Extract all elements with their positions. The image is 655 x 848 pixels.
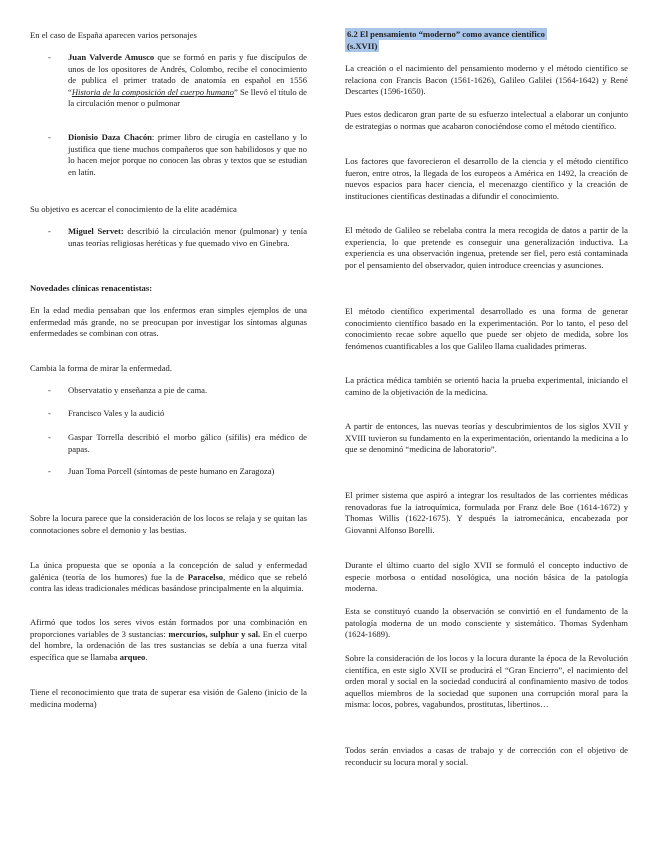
person-name: Miguel Servet: — [68, 226, 124, 236]
paragraph: Esta se constituyó cuando la observación se convirtió en el fundamento de la patología moderna de un modo consciente y sistemático. Thomas Sydenham (1624-1689). — [345, 606, 628, 639]
paragraph: Sobre la consideración de los locos y la locura durante la época de la Revolución científica, en este siglo XVII se producirá el “Gran Encierro”, el nacimiento del orden moral y social en la sociedad conducirá al confinamiento masivo de todos aquellos miembros de la sociedad que suponen una corrupción moral para la misma: locos, pobres, vagabundos, prostitutas, libertinos… — [345, 653, 628, 709]
person-name: Dionisio Daza Chacón — [68, 132, 152, 142]
paragraph: A partir de entonces, las nuevas teorías y descubrimientos de los siglos XVII y XVIII tuvieron su fundamento en la experimentación, orientando la medicina a lo que se denominó “medicina de laboratorio”. — [345, 421, 628, 454]
dash-bullet: - — [48, 132, 51, 142]
paragraph: Tiene el reconocimiento que trata de superar esa visión de Galeno (inicio de la medicina moderna) — [30, 687, 307, 709]
person-name: Juan Valverde Amusco — [68, 52, 155, 62]
paragraph: La práctica médica también se orientó hacia la prueba experimental, iniciando el camino de la objetivación de la medicina. — [345, 375, 628, 397]
paragraph: Los factores que favorecieron el desarrollo de la ciencia y el método científico fueron, entre otros, la llegada de los europeos a América en 1492, la creación de nuevos espacios para hacer ciencia, el mecenazgo científico y la creación de instituciones científicas destinadas a difundir el conocimiento. — [345, 156, 628, 201]
paragraph-substances: Afirmó que todos los seres vivos están formados por una combinación en proporciones variables de 3 sustancias: mercurios, sulphur y sal. En el cuerpo del hombre, la ordenación de las tres sustancias se debía a una fuerza vital específica que se llamaba arqueo. — [30, 617, 307, 662]
section-heading: Novedades clínicas renacentistas: — [30, 283, 153, 293]
paragraph: Todos serán enviados a casas de trabajo y de corrección con el objetivo de reconducir su locura moral y social. — [345, 745, 628, 767]
paragraph: Sobre la locura parece que la consideración de los locos se relaja y se quitan las connotaciones sobre el demonio y las bestias. — [30, 513, 307, 535]
paragraph: El método científico experimental desarrollado es una forma de generar conocimiento científico basado en la experimentación. Por lo tanto, el peso del conocimiento recae sobre aquello que puede ser objeto de medida, sobre los fenómenos cuantificables a los que Galileo llama cualidades primeras. — [345, 306, 628, 351]
paragraph: Cambia la forma de mirar la enfermedad. — [30, 363, 172, 373]
section-heading-highlight — [345, 29, 628, 52]
paragraph: La creación o el nacimiento del pensamiento moderno y el método científico se relaciona con Francis Bacon (1561-1626), Galileo Galilei (1564-1642) y René Descartes (1596-1650). — [345, 63, 628, 96]
dash-bullet: - — [48, 52, 51, 62]
paragraph: Pues estos dedicaron gran parte de su esfuerzo intelectual a elaborar un conjunto de estrategias o normas que acabaron conociéndose como el método científico. — [345, 109, 628, 131]
paragraph: El primer sistema que aspiró a integrar los resultados de las corrientes médicas renovadoras fue la iatroquímica, formulada por Franz dele Boe (1614-1672) y Thomas Willis (1622-1675). Y después la iatromecánica, encabezada por Giovanni Alfonso Borelli. — [345, 490, 628, 535]
dash-bullet: - — [48, 226, 51, 236]
paragraph: Durante el último cuarto del siglo XVII se formuló el concepto inductivo de especie morbosa o entidad nosológica, una noción básica de la patología moderna. — [345, 560, 628, 593]
objective-text: Su objetivo es acercar el conocimiento de la elite académica — [30, 204, 237, 214]
book-title: Historia de la composición del cuerpo humano — [71, 86, 234, 97]
paragraph-paracelso: La única propuesta que se oponía a la concepción de salud y enfermedad galénica (teoría de los humores) fue la de Paracelso, médico que se rebeló contra las ideas tradicionales médicas basándose principalmente en la alquimia. — [30, 560, 308, 593]
paragraph: En la edad media pensaban que los enfermos eran simples ejemplos de una enfermedad más grande, no se preocupan por investigar los síntomas algunas enfermedades se combinan con otras. — [30, 305, 307, 338]
intro-text: En el caso de España aparecen varios personajes — [30, 30, 197, 40]
heading-line: 6.2 El pensamiento “moderno” como avance científico — [347, 29, 545, 39]
heading-line: (s.XVII) — [347, 40, 378, 51]
paragraph: El método de Galileo se rebelaba contra la mera recogida de datos a partir de la experiencia, lo que pretende es conseguir una generalización inductiva. La experiencia es una observación ingenua, pretende ser fiel, pero está contaminada por el pensamiento del observador, quien introduce creencias y asunciones. — [345, 225, 628, 270]
